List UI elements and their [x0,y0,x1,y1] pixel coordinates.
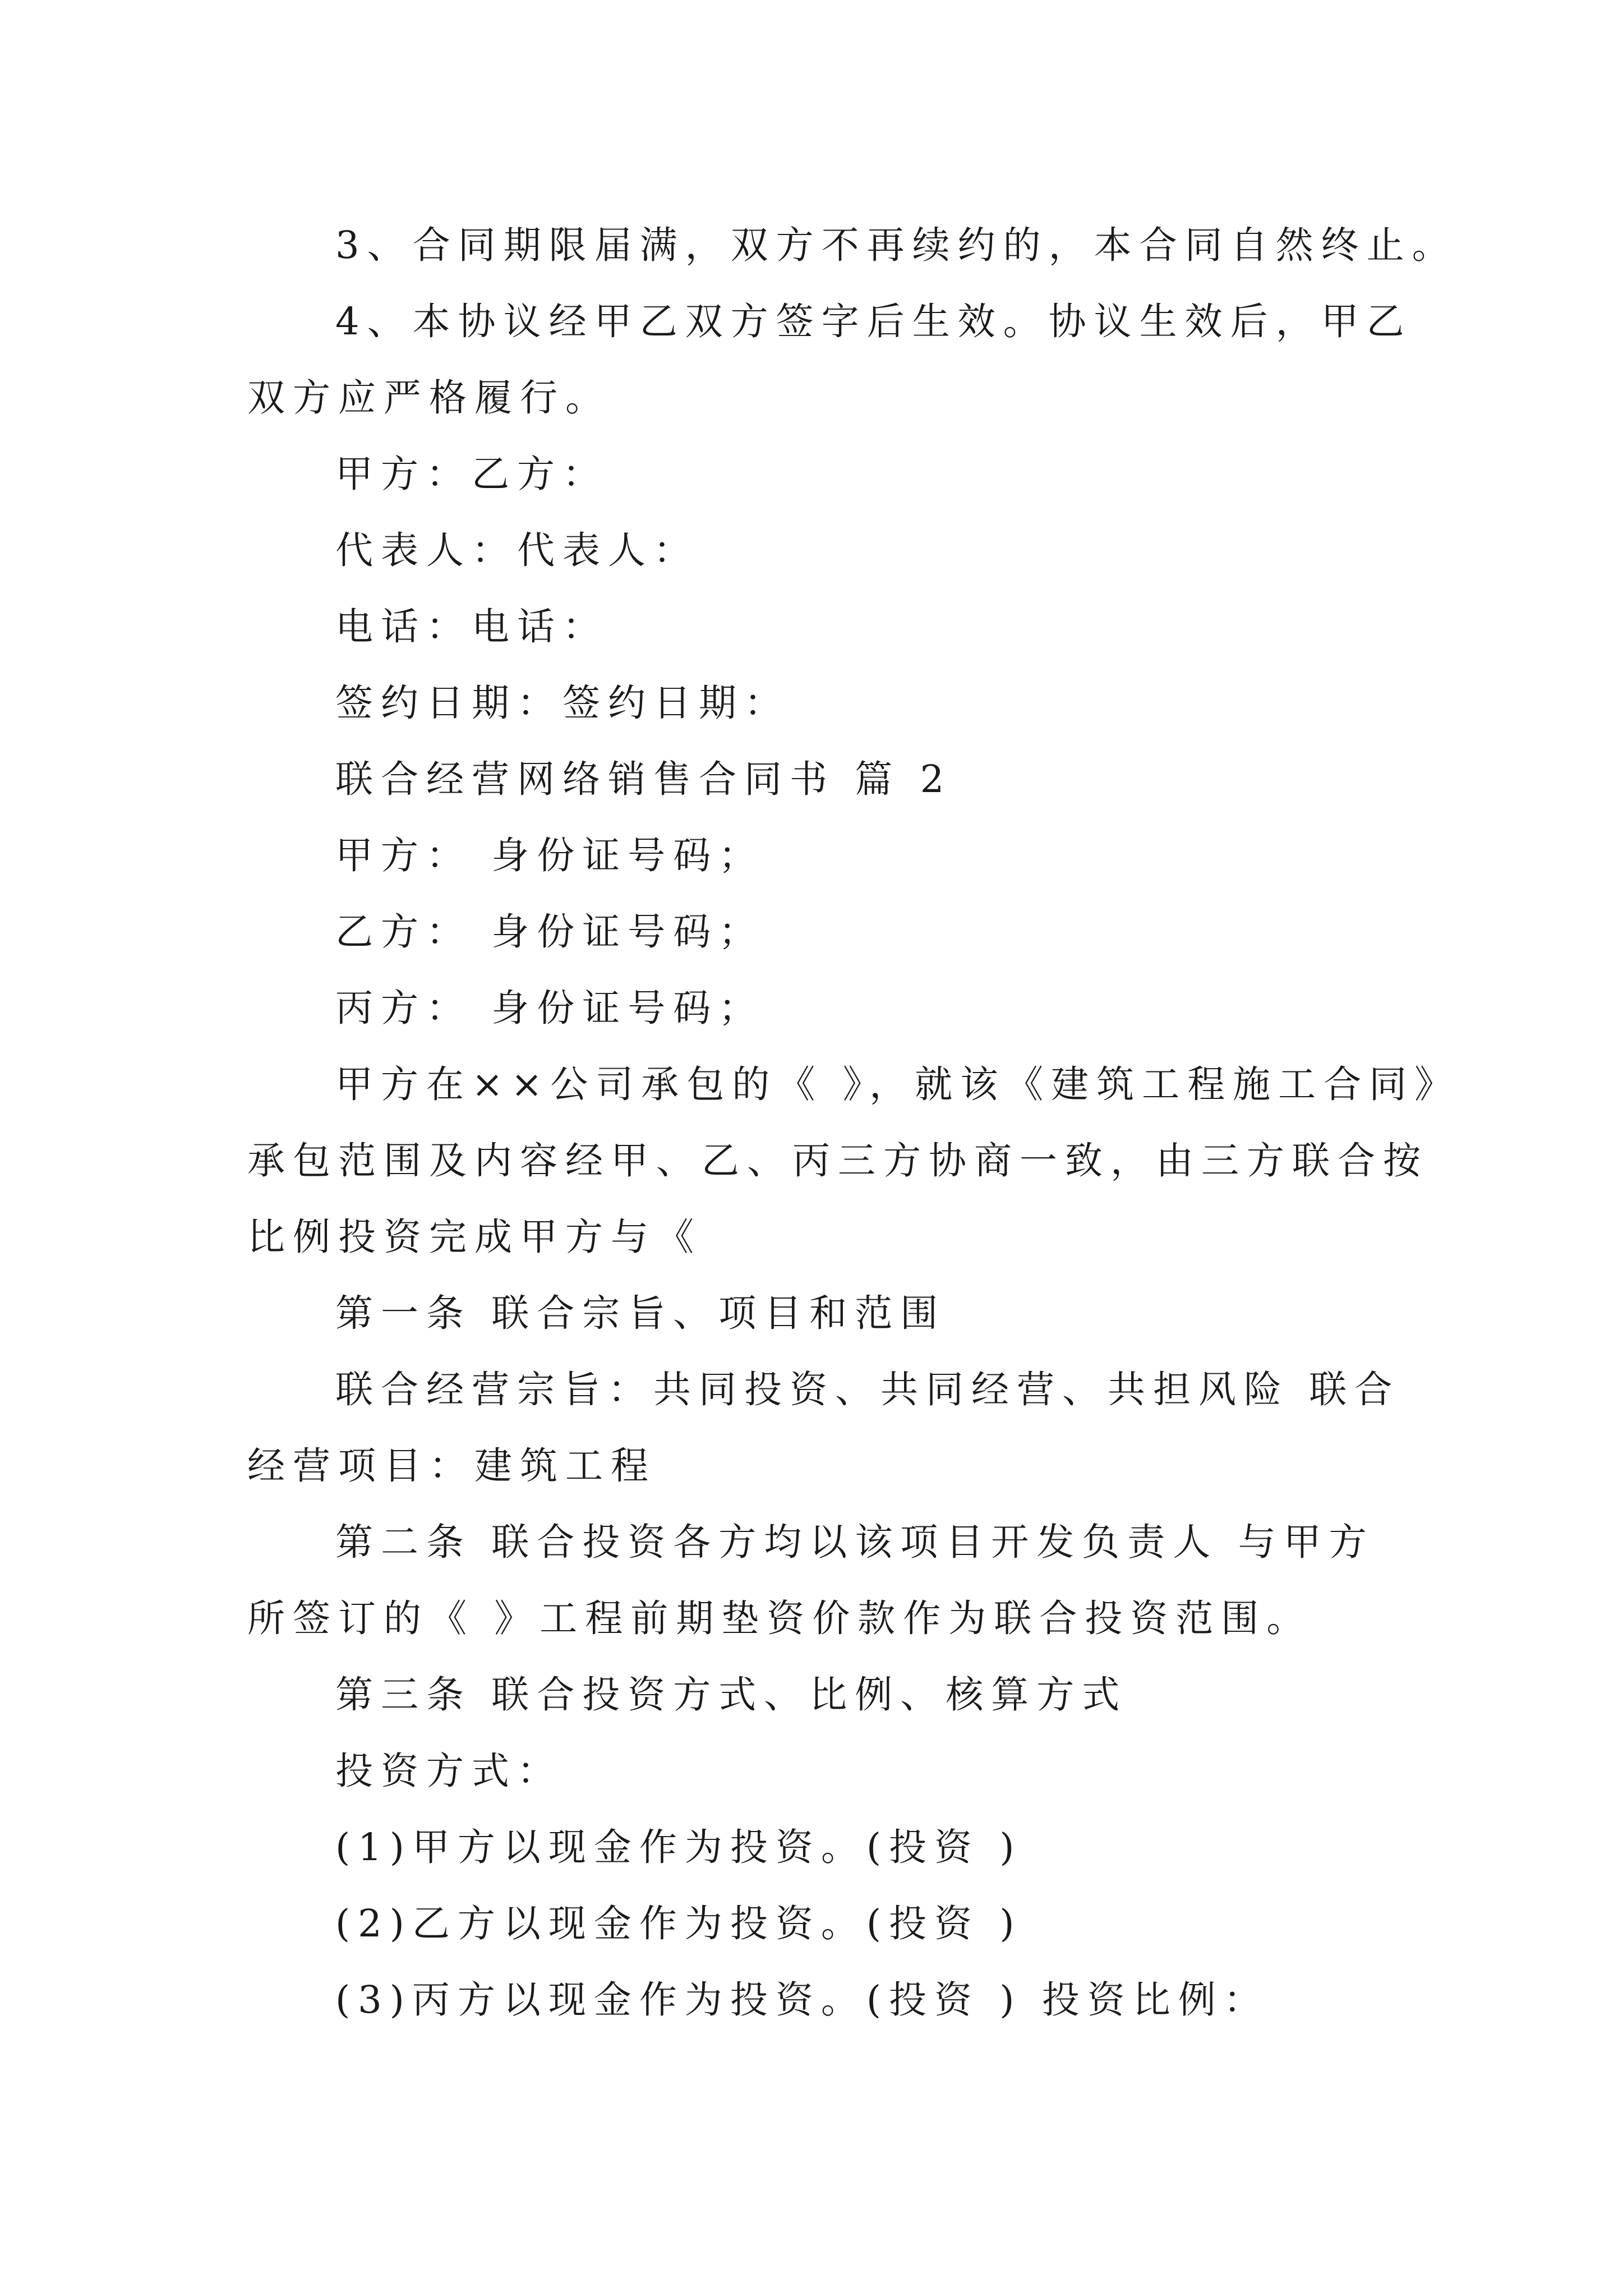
clause-3-text: 3、合同期限届满，双方不再续约的，本合同自然终止。 [335,223,1458,267]
clause-4-continued: 双方应严格履行。 [247,376,611,420]
clause-4-text: 4、本协议经甲乙双方签字后生效。协议生效后，甲乙 [335,300,1412,343]
article-2-line-1: 第二条 联合投资各方均以该项目开发负责人 与甲方 [335,1520,1375,1564]
investment-item-2: (2)乙方以现金作为投资。(投资 ) [335,1902,1022,1945]
preamble-line-3: 比例投资完成甲方与《 [247,1215,702,1259]
sign-date-label: 签约日期：签约日期： [335,681,790,725]
article-2-line-2: 所签订的《 》工程前期垫资价款作为联合投资范围。 [247,1596,1312,1640]
investment-item-3: (3)丙方以现金作为投资。(投资 ) 投资比例： [335,1978,1269,2022]
article-3-heading: 第三条 联合投资方式、比例、核算方式 [335,1673,1128,1717]
phone-label: 电话：电话： [335,605,608,648]
preamble-line-2: 承包范围及内容经甲、乙、丙三方协商一致，由三方联合按 [247,1139,1428,1182]
party-b-id: 乙方： 身份证号码； [335,910,764,954]
article-1-purpose: 联合经营宗旨：共同投资、共同经营、共担风险 联合 [335,1368,1400,1411]
investment-method-label: 投资方式： [335,1749,562,1793]
party-a-b-label: 甲方：乙方： [335,452,608,496]
section-title: 联合经营网络销售合同书 篇 2 [335,757,952,801]
party-c-id: 丙方： 身份证号码； [335,986,764,1030]
preamble-line-1: 甲方在××公司承包的《 》，就该《建筑工程施工合同》 [335,1062,1460,1106]
investment-item-1: (1)甲方以现金作为投资。(投资 ) [335,1825,1022,1869]
representative-label: 代表人：代表人： [335,528,699,572]
party-a-id: 甲方： 身份证号码； [335,834,764,877]
article-1-heading: 第一条 联合宗旨、项目和范围 [335,1291,946,1335]
article-1-project: 经营项目：建筑工程 [247,1444,656,1488]
